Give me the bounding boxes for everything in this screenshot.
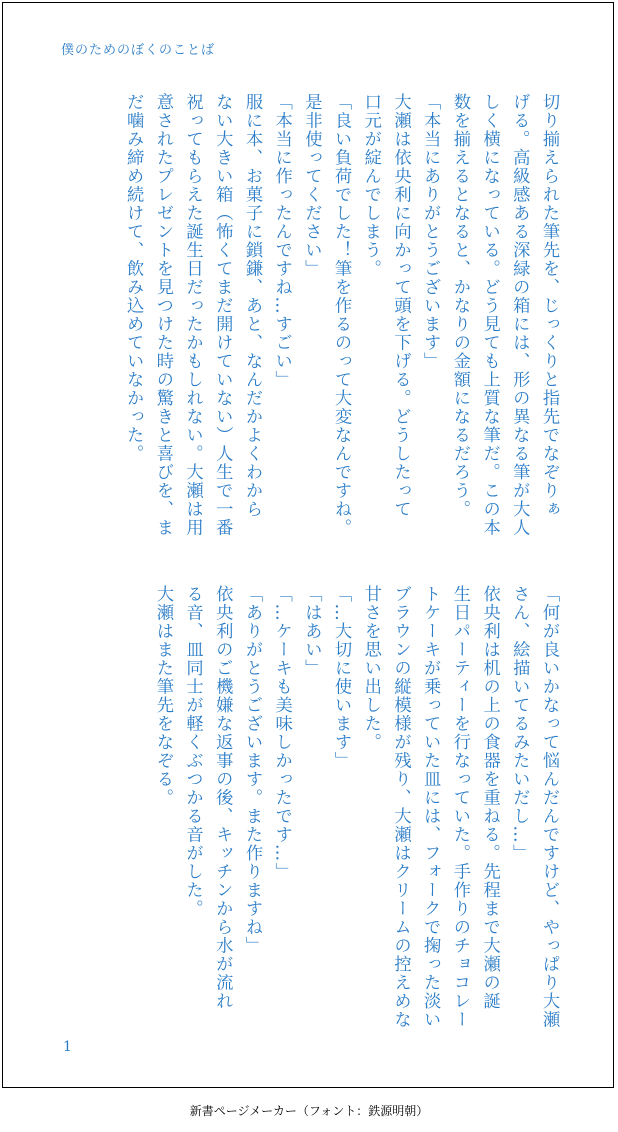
text-line: 数を揃えるとなると、かなりの金額になるだろう。 <box>449 93 470 519</box>
page-frame <box>2 2 614 1088</box>
text-line: 是非使ってください」 <box>301 93 322 278</box>
text-line: ブラウンの縦模様が残り、大瀬はクリームの控えめな <box>390 585 411 1029</box>
text-line: 「はあい」 <box>301 585 322 678</box>
text-line: しく横になっている。どう見ても上質な筆だ。この本 <box>479 93 500 537</box>
text-line: 大瀬はまた筆先をなぞる。 <box>152 585 173 807</box>
text-line: 服に本、お菓子に鎖鎌、あと、なんだかよくわから <box>241 93 262 519</box>
text-line: トケーキが乗っていた皿には、フォークで掬った淡い <box>420 585 441 1029</box>
text-line: 「本当に作ったんですね…すごい」 <box>271 93 292 389</box>
text-line: 祝ってもらえた誕生日だったかもしれない。大瀬は用 <box>182 93 203 537</box>
text-line: 依央利は机の上の食器を重ねる。先程まで大瀬の誕 <box>479 585 500 1011</box>
text-line: 切り揃えられた筆先を、じっくりと指先でなぞりぁ <box>539 93 559 519</box>
text-line: 口元が綻んでしまう。 <box>360 93 381 278</box>
footer-caption: 新書ページメーカー（フォント：鉄源明朝） <box>189 1104 429 1118</box>
text-line: 大瀬は依央利に向かって頭を下げる。どうしたって <box>390 93 411 519</box>
text-line: 甘さを思い出した。 <box>360 585 381 752</box>
text-line: 「…大切に使います」 <box>331 585 352 770</box>
lower-text-block <box>87 585 563 1029</box>
text-line: 意されたプレゼントを見つけた時の驚きと喜びを、ま <box>152 93 173 537</box>
text-line: ない大きい箱（怖くてまだ開けていない）人生で一番 <box>212 93 233 537</box>
text-line: 「何が良いかなって悩んだんですけど、やっぱり大瀬 <box>539 585 559 1029</box>
text-line: 「本当にありがとうございます」 <box>420 93 441 371</box>
text-line: さん、絵描いてるみたいだし…」 <box>509 585 530 863</box>
text-line: 生日パーティーを行なっていた。手作りのチョコレー <box>449 585 470 1029</box>
page-number: 1 <box>63 1039 72 1055</box>
upper-text-block <box>87 93 563 537</box>
text-line: る音、皿同士が軽くぶつかる音がした。 <box>182 585 203 918</box>
text-line: 「…ケーキも美味しかったです…」 <box>271 585 292 881</box>
text-line: 「ありがとうございます。また作りますね」 <box>241 585 262 955</box>
text-line: だ噛み締め続けて、飲み込めていなかった。 <box>123 93 144 463</box>
text-line: 依央利のご機嫌な返事の後、キッチンから水が流れ <box>212 585 233 1011</box>
text-line: 「良い負荷でした！筆を作るのって大変なんですね。 <box>331 93 352 537</box>
book-title: 僕のためのぼくのことば <box>61 43 216 58</box>
text-line: げる。高級感ある深緑の箱には、形の異なる筆が大人 <box>509 93 530 537</box>
